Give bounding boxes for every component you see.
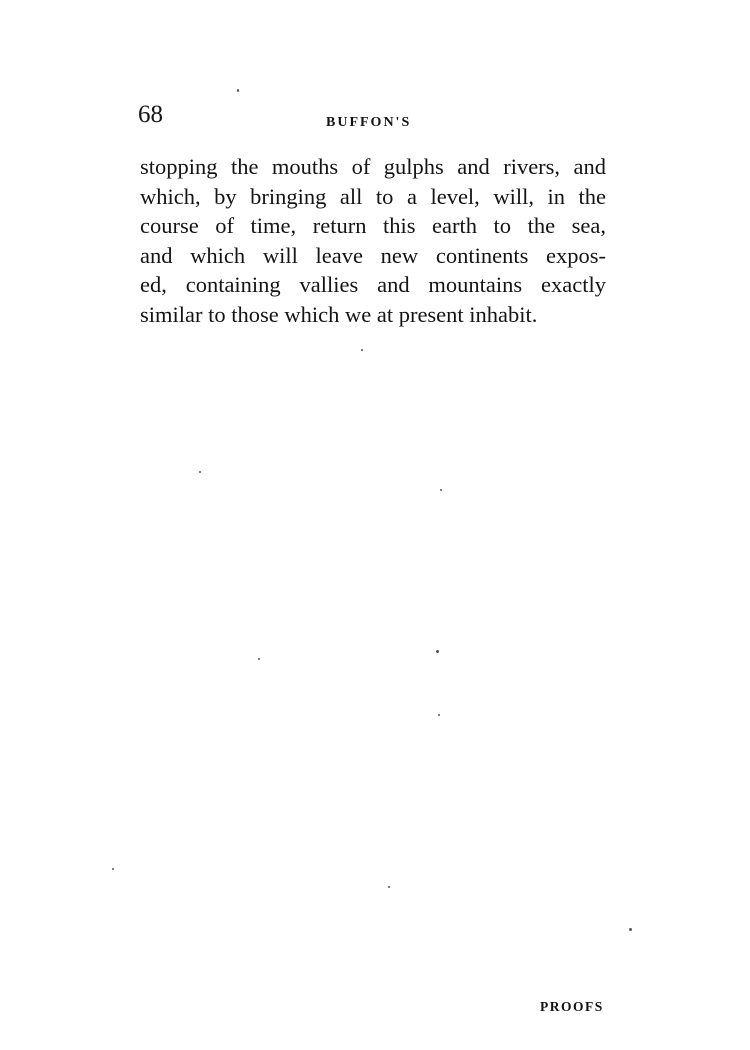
- paper-speck: [436, 650, 439, 653]
- running-head: BUFFON'S: [326, 115, 412, 130]
- paper-speck: [388, 886, 390, 888]
- text-line: similar to those which we at present inhabit.: [140, 301, 538, 327]
- page-number: 68: [138, 101, 163, 128]
- text-line: stopping the mouths of gulphs and rivers, and: [140, 154, 606, 179]
- text-line: and which will leave new continents expos-: [140, 242, 606, 268]
- paper-speck: [438, 714, 440, 716]
- paper-speck: [199, 471, 201, 473]
- paper-speck: [237, 89, 239, 92]
- catchword: PROOFS: [540, 999, 604, 1014]
- paper-speck: [629, 928, 632, 931]
- text-line: ed, containing vallies and mountains exactly: [140, 272, 606, 297]
- paper-speck: [112, 868, 114, 870]
- paper-speck: [440, 489, 442, 491]
- body-paragraph: [140, 152, 606, 329]
- text-line: which, by bringing all to a level, will, in the: [140, 183, 606, 209]
- text-line: course of time, return this earth to the sea,: [140, 213, 606, 238]
- paper-speck: [361, 349, 363, 351]
- paper-speck: [258, 658, 260, 660]
